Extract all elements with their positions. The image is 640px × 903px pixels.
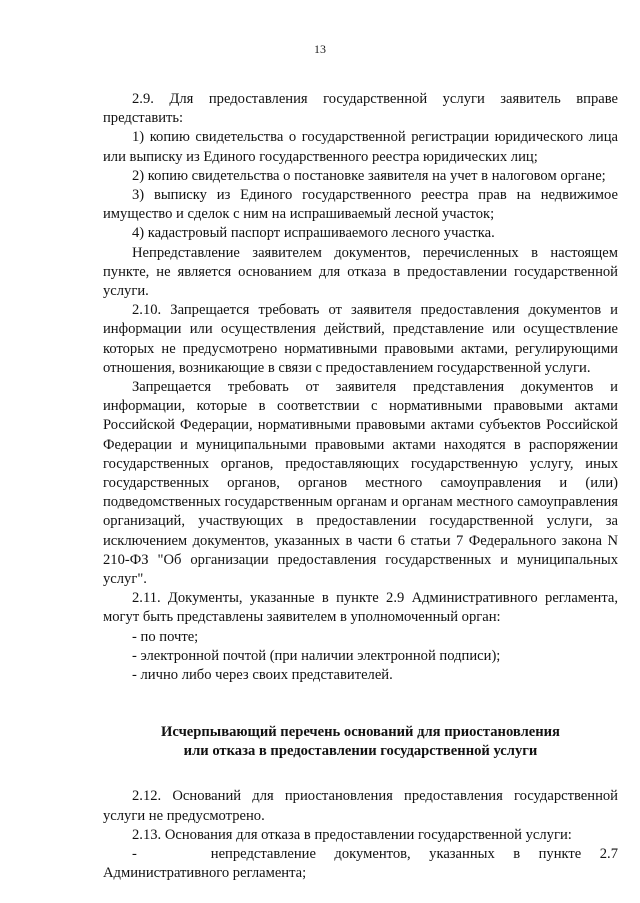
document-body bbox=[103, 90, 618, 883]
list-item: - электронной почтой (при наличии электронной подписи); bbox=[132, 647, 501, 664]
list-item: - непредставление документов, указанных в пункте 2.7 bbox=[132, 845, 618, 862]
paragraph-2-10-second: Запрещается требовать от заявителя представления документов и информации, которые в соответствии с нормативными правовыми актами Российской Федерации, нормативными правовыми актами субъектов Российской Федерации и муниципальными правовыми актами находятся в распоряжении государственных органов, предоставляющих государственную услугу, иных государственных органов, органов местного самоуправления и (или) подведомственных государственным органам и органам местного самоуправления организаций, участвующих в предоставлении государственной услуги, за исключением документов, указанных в части 6 статьи 7 Федерального закона N 210-ФЗ "Об организации предоставления государственных и муниципальных услуг". bbox=[103, 379, 618, 588]
paragraph-2-13: 2.13. Основания для отказа в предоставлении государственной услуги: bbox=[132, 826, 572, 843]
list-item: - лично либо через своих представителей. bbox=[132, 667, 393, 684]
paragraph-2-9: 2.9. Для предоставления государственной услуги заявитель вправе представить: bbox=[103, 91, 618, 127]
list-item: 1) копию свидетельства о государственной регистрации юридического лица или выписку из Единого государственного реестра юридических лиц; bbox=[103, 129, 618, 165]
list-item: 4) кадастровый паспорт испрашиваемого лесного участка. bbox=[132, 225, 495, 242]
section-heading-line-1: Исчерпывающий перечень оснований для приостановления bbox=[161, 724, 560, 741]
paragraph-2-9-note: Непредставление заявителем документов, перечисленных в настоящем пункте, не является основанием для отказа в предоставлении государственной услуги. bbox=[103, 244, 618, 300]
list-item-continuation: Административного регламента; bbox=[103, 865, 307, 882]
section-heading bbox=[103, 723, 618, 761]
paragraph-2-12: 2.12. Оснований для приостановления предоставления государственной услуги не предусмотрено. bbox=[103, 788, 618, 824]
list-item: 2) копию свидетельства о постановке заявителя на учет в налоговом органе; bbox=[132, 167, 606, 184]
paragraph-2-10: 2.10. Запрещается требовать от заявителя предоставления документов и информации или осуществления действий, представление или осуществление которых не предусмотрено нормативными правовыми актами, регулирующими отношения, возникающие в связи с предоставлением государственной услуги. bbox=[103, 302, 618, 376]
list-item: 3) выписку из Единого государственного реестра прав на недвижимое имущество и сделок с ним на испрашиваемый лесной участок; bbox=[103, 187, 618, 223]
page-number: 13 bbox=[314, 42, 326, 56]
paragraph-2-11: 2.11. Документы, указанные в пункте 2.9 Административного регламента, могут быть представлены заявителем в уполномоченный орган: bbox=[103, 590, 618, 626]
list-item: - по почте; bbox=[132, 628, 199, 645]
section-heading-line-2: или отказа в предоставлении государственной услуги bbox=[183, 743, 538, 760]
